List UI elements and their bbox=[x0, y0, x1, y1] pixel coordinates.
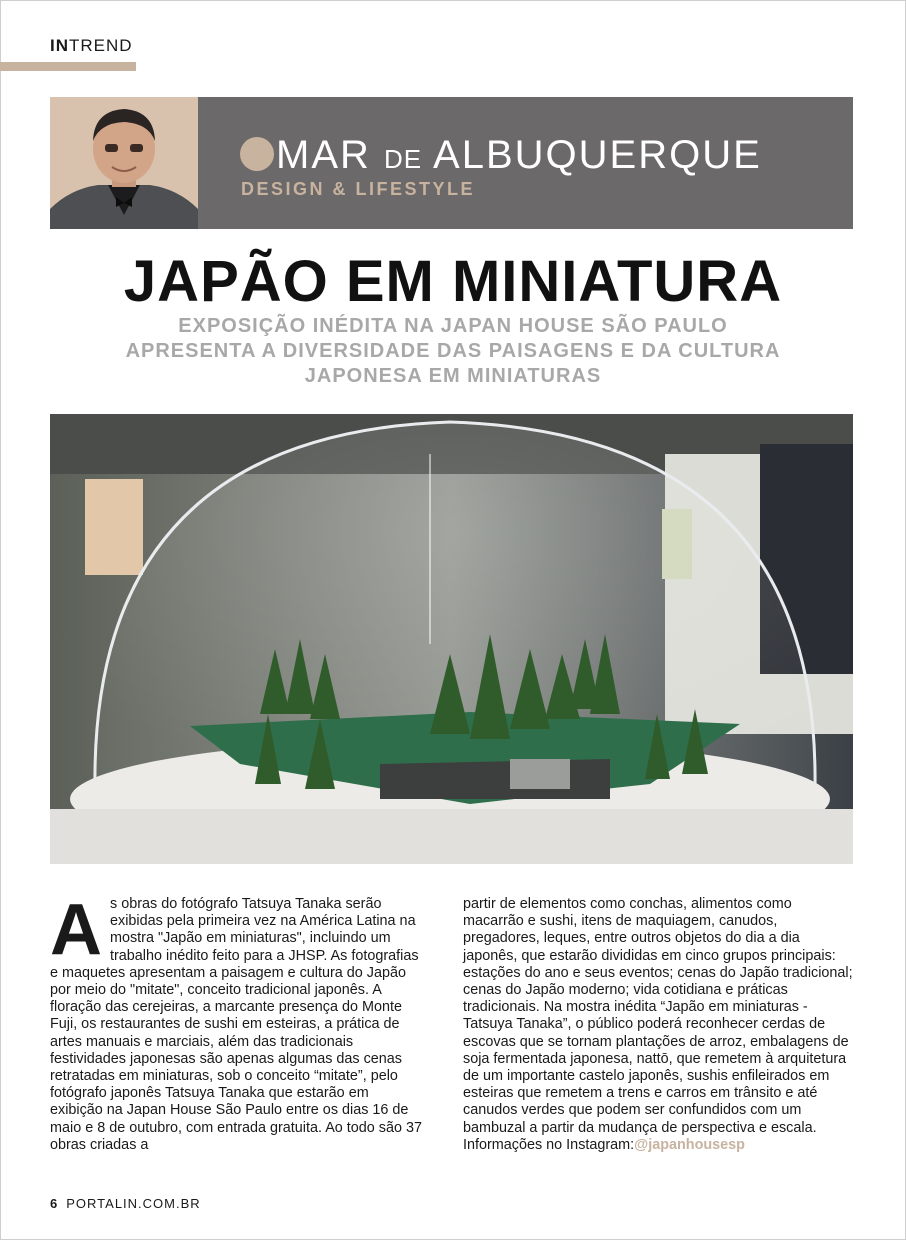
drop-cap: A bbox=[50, 890, 102, 970]
author-name bbox=[240, 133, 762, 181]
author-banner bbox=[50, 97, 853, 229]
author-role: DESIGN & LIFESTYLE bbox=[241, 179, 476, 199]
section-label-rest: TREND bbox=[69, 36, 133, 55]
section-accent-bar bbox=[0, 62, 136, 71]
body-text-1: s obras do fotógrafo Tatsuya Tanaka serão exibidas pela primeira vez na América Latina na mostra "Japão em miniaturas", incluindo um trabalho inédito feito para a JHSP. As fotografias e maquetes apresentam a paisagem e cultura do Japão por meio do "mitate", conceito tradicional japonês. A floração das cerejeiras, a marcante presença do Monte Fuji, os restaurantes de sushi em esteiras, a prática de artes manuais e marciais, além das tradicionais festividades japonesas são apenas algumas das cenas retratadas em miniaturas, sob o conceito “mitate”, pelo fotógrafo japonês Tatsuya Tanaka que estarão em exibição na Japan House São Paulo entre os dias 16 de maio e 8 de outubro, com entrada gratuita. Ao todo são 37 obras criadas a bbox=[50, 896, 423, 1153]
wall-artwork bbox=[85, 479, 143, 575]
page-number: 6 bbox=[50, 1196, 59, 1211]
section-label-bold: IN bbox=[50, 36, 69, 55]
section-label bbox=[50, 36, 133, 56]
hero-photo bbox=[50, 414, 853, 864]
author-photo bbox=[50, 97, 198, 229]
author-name-last: ALBUQUERQUE bbox=[433, 133, 762, 177]
page-footer bbox=[50, 1196, 201, 1211]
author-name-connector: DE bbox=[384, 144, 423, 174]
instagram-handle[interactable]: @japanhousesp bbox=[634, 1136, 745, 1153]
author-name-first: MAR bbox=[276, 133, 371, 177]
name-accent-dot bbox=[240, 137, 274, 171]
site-url[interactable]: PORTALIN.COM.BR bbox=[66, 1196, 201, 1211]
body-text-2: partir de elementos como conchas, alimentos como macarrão e sushi, itens de maquiagem, canudos, pregadores, leques, entre outros objetos do dia a dia japonês, que estarão divididas em cinco grupos principais: estações do ano e seus eventos; cenas do Japão tradicional; cenas do Japão moderno; vida cotidiana e práticas tradicionais. Na mostra inédita “Japão em miniaturas - Tatsuya Tanaka”, o público poderá reconhecer cerdas de escovas que se tornam plantações de arroz, embalagens de soja fermentada japonesa, nattō, que remetem à arquitetura de um importante castelo japonês, sushis enfileirados em esteiras que remetem a trens e carros em trânsito e até canudos verdes que podem ser confundidos com um bambuzal a partir da mudança de perspectiva e escala. Informações no Instagram: bbox=[463, 896, 853, 1153]
article-subtitle: EXPOSIÇÃO INÉDITA NA JAPAN HOUSE SÃO PAULO APRESENTA A DIVERSIDADE DAS PAISAGENS E DA CULTURA JAPONESA EM MINIATURAS bbox=[125, 315, 781, 387]
article-title: JAPÃO EM MINIATURA bbox=[123, 249, 783, 314]
body-column-1 bbox=[50, 890, 423, 1154]
body-column-2 bbox=[463, 896, 856, 1154]
